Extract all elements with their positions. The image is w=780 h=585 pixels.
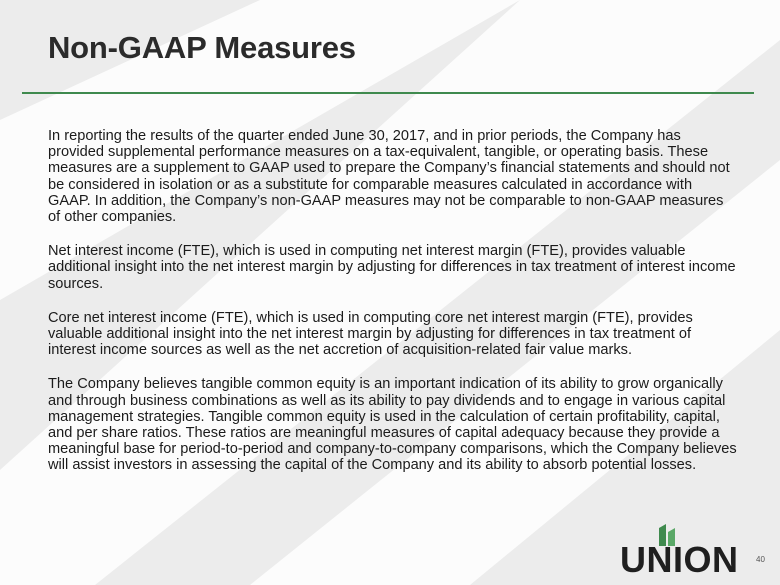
paragraph-core-net-interest-income: Core net interest income (FTE), which is used in computing core net interest margin (FTE), provides valuable additional insight into the net interest margin by adjusting for differences in tax treatment of interest income sources as well as the net accretion of acquisition-related fair value marks. [48, 309, 693, 359]
body-text [48, 128, 738, 492]
union-wordmark: UNION [620, 539, 739, 580]
paragraph-reporting: In reporting the results of the quarter ended June 30, 2017, and in prior periods, the Company has provided supplemental performance measures on a tax-equivalent, tangible, or operating basis. These measures are a supplement to GAAP used to prepare the Company’s financial statements and should not be considered in isolation or as a substitute for comparable measures calculated in accordance with GAAP. In addition, the Company’s non-GAAP measures may not be comparable to non-GAAP measures of other companies. [48, 128, 730, 226]
title-divider [22, 92, 754, 94]
paragraph-tangible-common-equity: The Company believes tangible common equity is an important indication of its ability to grow organically and through business combinations as well as its ability to pay dividends and to engage in various capital management strategies. Tangible common equity is used in the calculation of certain profitability, capital, and per share ratios. These ratios are meaningful measures of capital adequacy because they provide a meaningful base for period-to-period and company-to-company comparisons, which the Company believes will assist investors in assessing the capital of the Company and its ability to absorb potential losses. [48, 376, 737, 474]
union-logo [620, 520, 748, 580]
page-number: 40 [756, 555, 765, 564]
slide-title: Non-GAAP Measures [48, 30, 356, 65]
paragraph-net-interest-income: Net interest income (FTE), which is used in computing net interest margin (FTE), provides valuable additional insight into the net interest margin by adjusting for differences in tax treatment of interest income sources. [48, 243, 736, 292]
